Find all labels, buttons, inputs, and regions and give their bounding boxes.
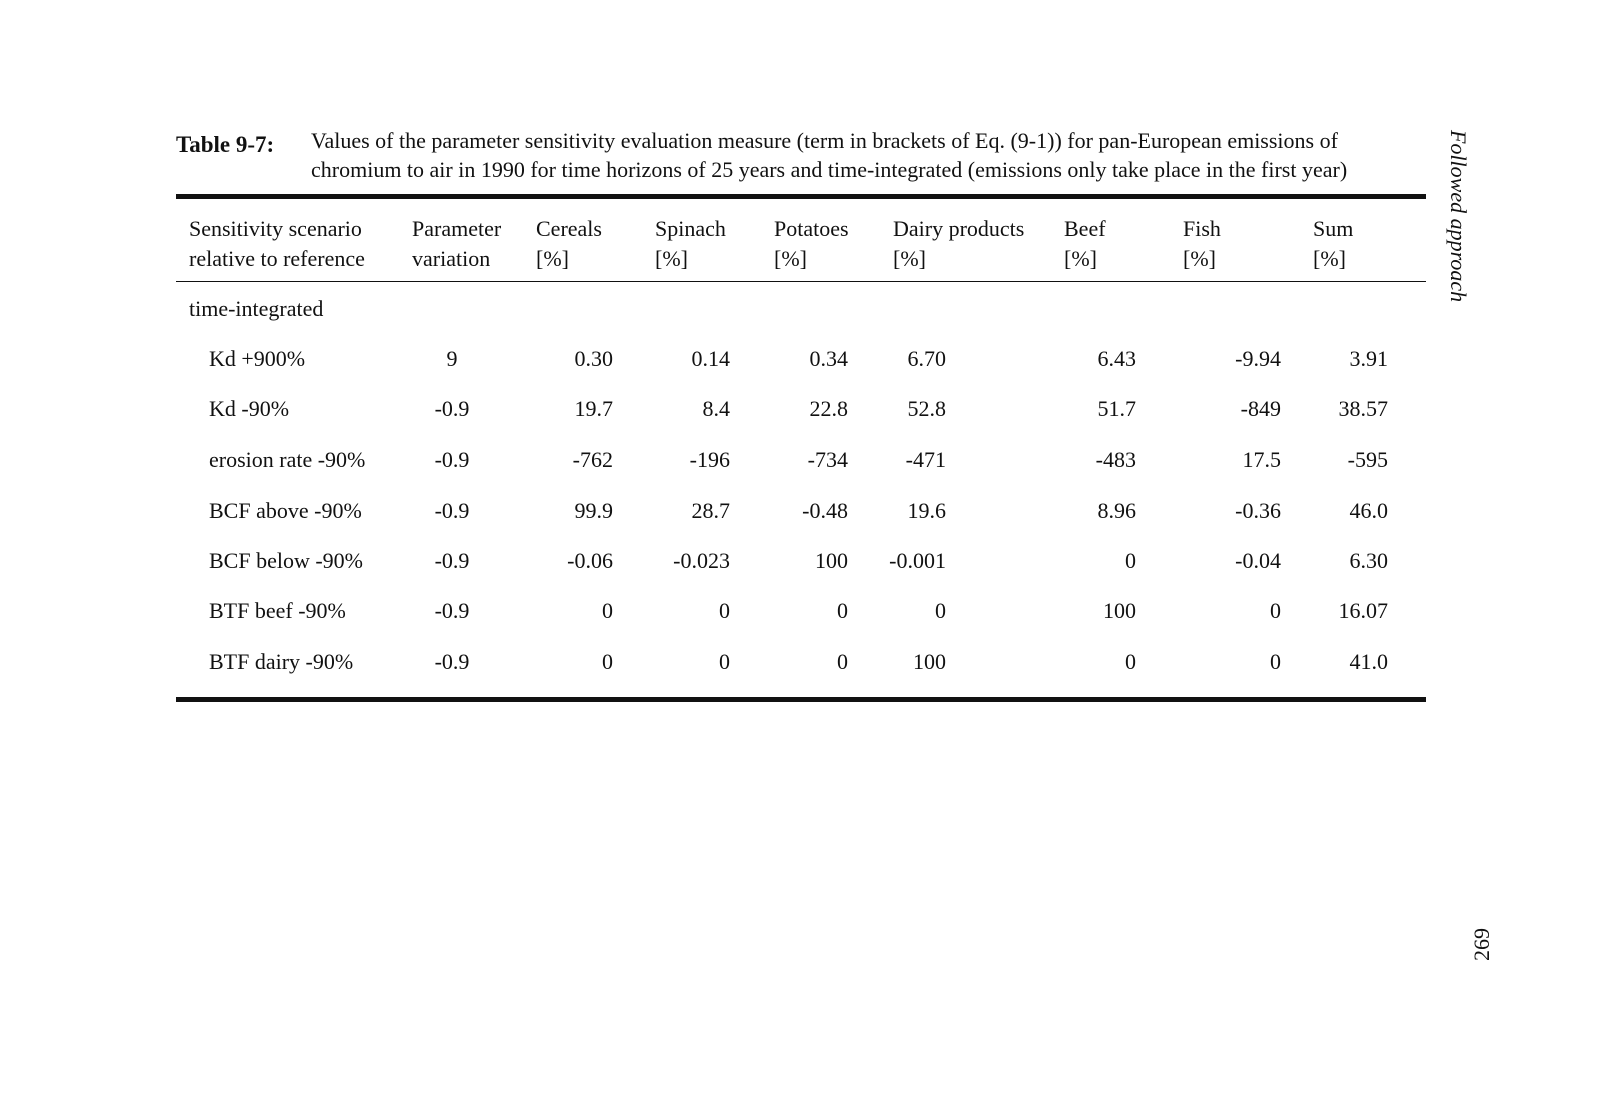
table-cell: 6.43 [1097,346,1136,371]
table-cell: 46.0 [1349,498,1388,523]
table-cell: -595 [1347,447,1388,472]
table-cell: 0 [602,598,613,623]
column-header: [%] [1183,246,1216,271]
column-header: variation [412,246,491,271]
table-cell: -0.9 [434,548,470,573]
table-cell: 3.91 [1349,346,1388,371]
column-header: Spinach [655,216,726,241]
table-caption-text: chromium to air in 1990 for time horizons of 25 years and time-integrated (emissions only take place in the first year) [311,157,1348,182]
table-cell: -0.9 [434,447,470,472]
table-cell: -0.9 [434,396,470,421]
column-header: [%] [1313,246,1346,271]
table-cell: -0.48 [802,498,848,523]
table-cell: -0.36 [1235,498,1281,523]
table-cell: 19.7 [574,396,613,421]
table-cell: 100 [815,548,848,573]
table-caption-label: Table 9-7: [176,132,275,157]
table-cell: 0 [1270,598,1281,623]
table-cell: 16.07 [1338,598,1388,623]
row-label: BTF beef -90% [209,598,346,623]
column-header: Sensitivity scenario [189,216,362,241]
row-label: Kd -90% [209,396,290,421]
table-cell: 0 [1270,649,1281,674]
table-cell: 52.8 [907,396,946,421]
column-header: Sum [1313,216,1354,241]
table-cell: 100 [1103,598,1136,623]
table-cell: 19.6 [907,498,946,523]
table-cell: 8.96 [1097,498,1136,523]
table-cell: 0 [837,649,848,674]
table-cell: 0.14 [691,346,730,371]
table-cell: 38.57 [1338,396,1388,421]
table-cell: -0.06 [567,548,613,573]
row-label: Kd +900% [209,346,306,371]
table-cell: -0.9 [434,598,470,623]
table-top-rule [176,194,1426,199]
table-cell: -483 [1095,447,1136,472]
table-cell: 17.5 [1242,447,1281,472]
running-title: Followed approach [1446,130,1471,303]
table-cell: -471 [905,447,946,472]
table-cell: 0 [719,649,730,674]
table-cell: -849 [1240,396,1281,421]
row-label: BCF above -90% [209,498,362,523]
table-cell: 100 [913,649,946,674]
table-cell: 0 [1125,548,1136,573]
table-cell: -734 [807,447,848,472]
table-cell: 6.70 [907,346,946,371]
row-label: erosion rate -90% [209,447,366,472]
table-cell: 0.30 [574,346,613,371]
column-header: Beef [1064,216,1106,241]
row-label: BCF below -90% [209,548,363,573]
column-header: [%] [536,246,569,271]
table-cell: 8.4 [702,396,730,421]
table-cell: 41.0 [1349,649,1388,674]
column-header: relative to reference [189,246,365,271]
row-label: BTF dairy -90% [209,649,354,674]
table-cell: -9.94 [1235,346,1281,371]
column-header: Fish [1183,216,1221,241]
table-cell: 0 [1125,649,1136,674]
table-cell: -0.001 [889,548,946,573]
table-cell: 0 [935,598,946,623]
table-cell: -0.9 [434,498,470,523]
column-header: Parameter [412,216,502,241]
column-header: [%] [655,246,688,271]
column-header: Cereals [536,216,602,241]
table-cell: 0 [602,649,613,674]
table-cell: 99.9 [574,498,613,523]
column-header: Potatoes [774,216,849,241]
page-number: 269 [1469,928,1494,961]
table-cell: -196 [689,447,730,472]
column-header: [%] [774,246,807,271]
column-header: [%] [1064,246,1097,271]
table-header-rule [176,281,1426,282]
table-cell: 22.8 [809,396,848,421]
table-cell: 28.7 [691,498,730,523]
table-bottom-rule [176,697,1426,702]
table-cell: 51.7 [1097,396,1136,421]
table-cell: -0.04 [1235,548,1281,573]
table-cell: -0.9 [434,649,470,674]
table-cell: 6.30 [1349,548,1388,573]
table-cell: -0.023 [673,548,730,573]
table-cell: 9 [446,346,458,371]
table-cell: -762 [572,447,613,472]
table-caption-text: Values of the parameter sensitivity evaluation measure (term in brackets of Eq. (9-1)) for pan-European emissions of [311,128,1338,153]
section-label: time-integrated [189,296,324,321]
table-cell: 0.34 [809,346,848,371]
column-header: [%] [893,246,926,271]
table-cell: 0 [837,598,848,623]
column-header: Dairy products [893,216,1025,241]
table-cell: 0 [719,598,730,623]
